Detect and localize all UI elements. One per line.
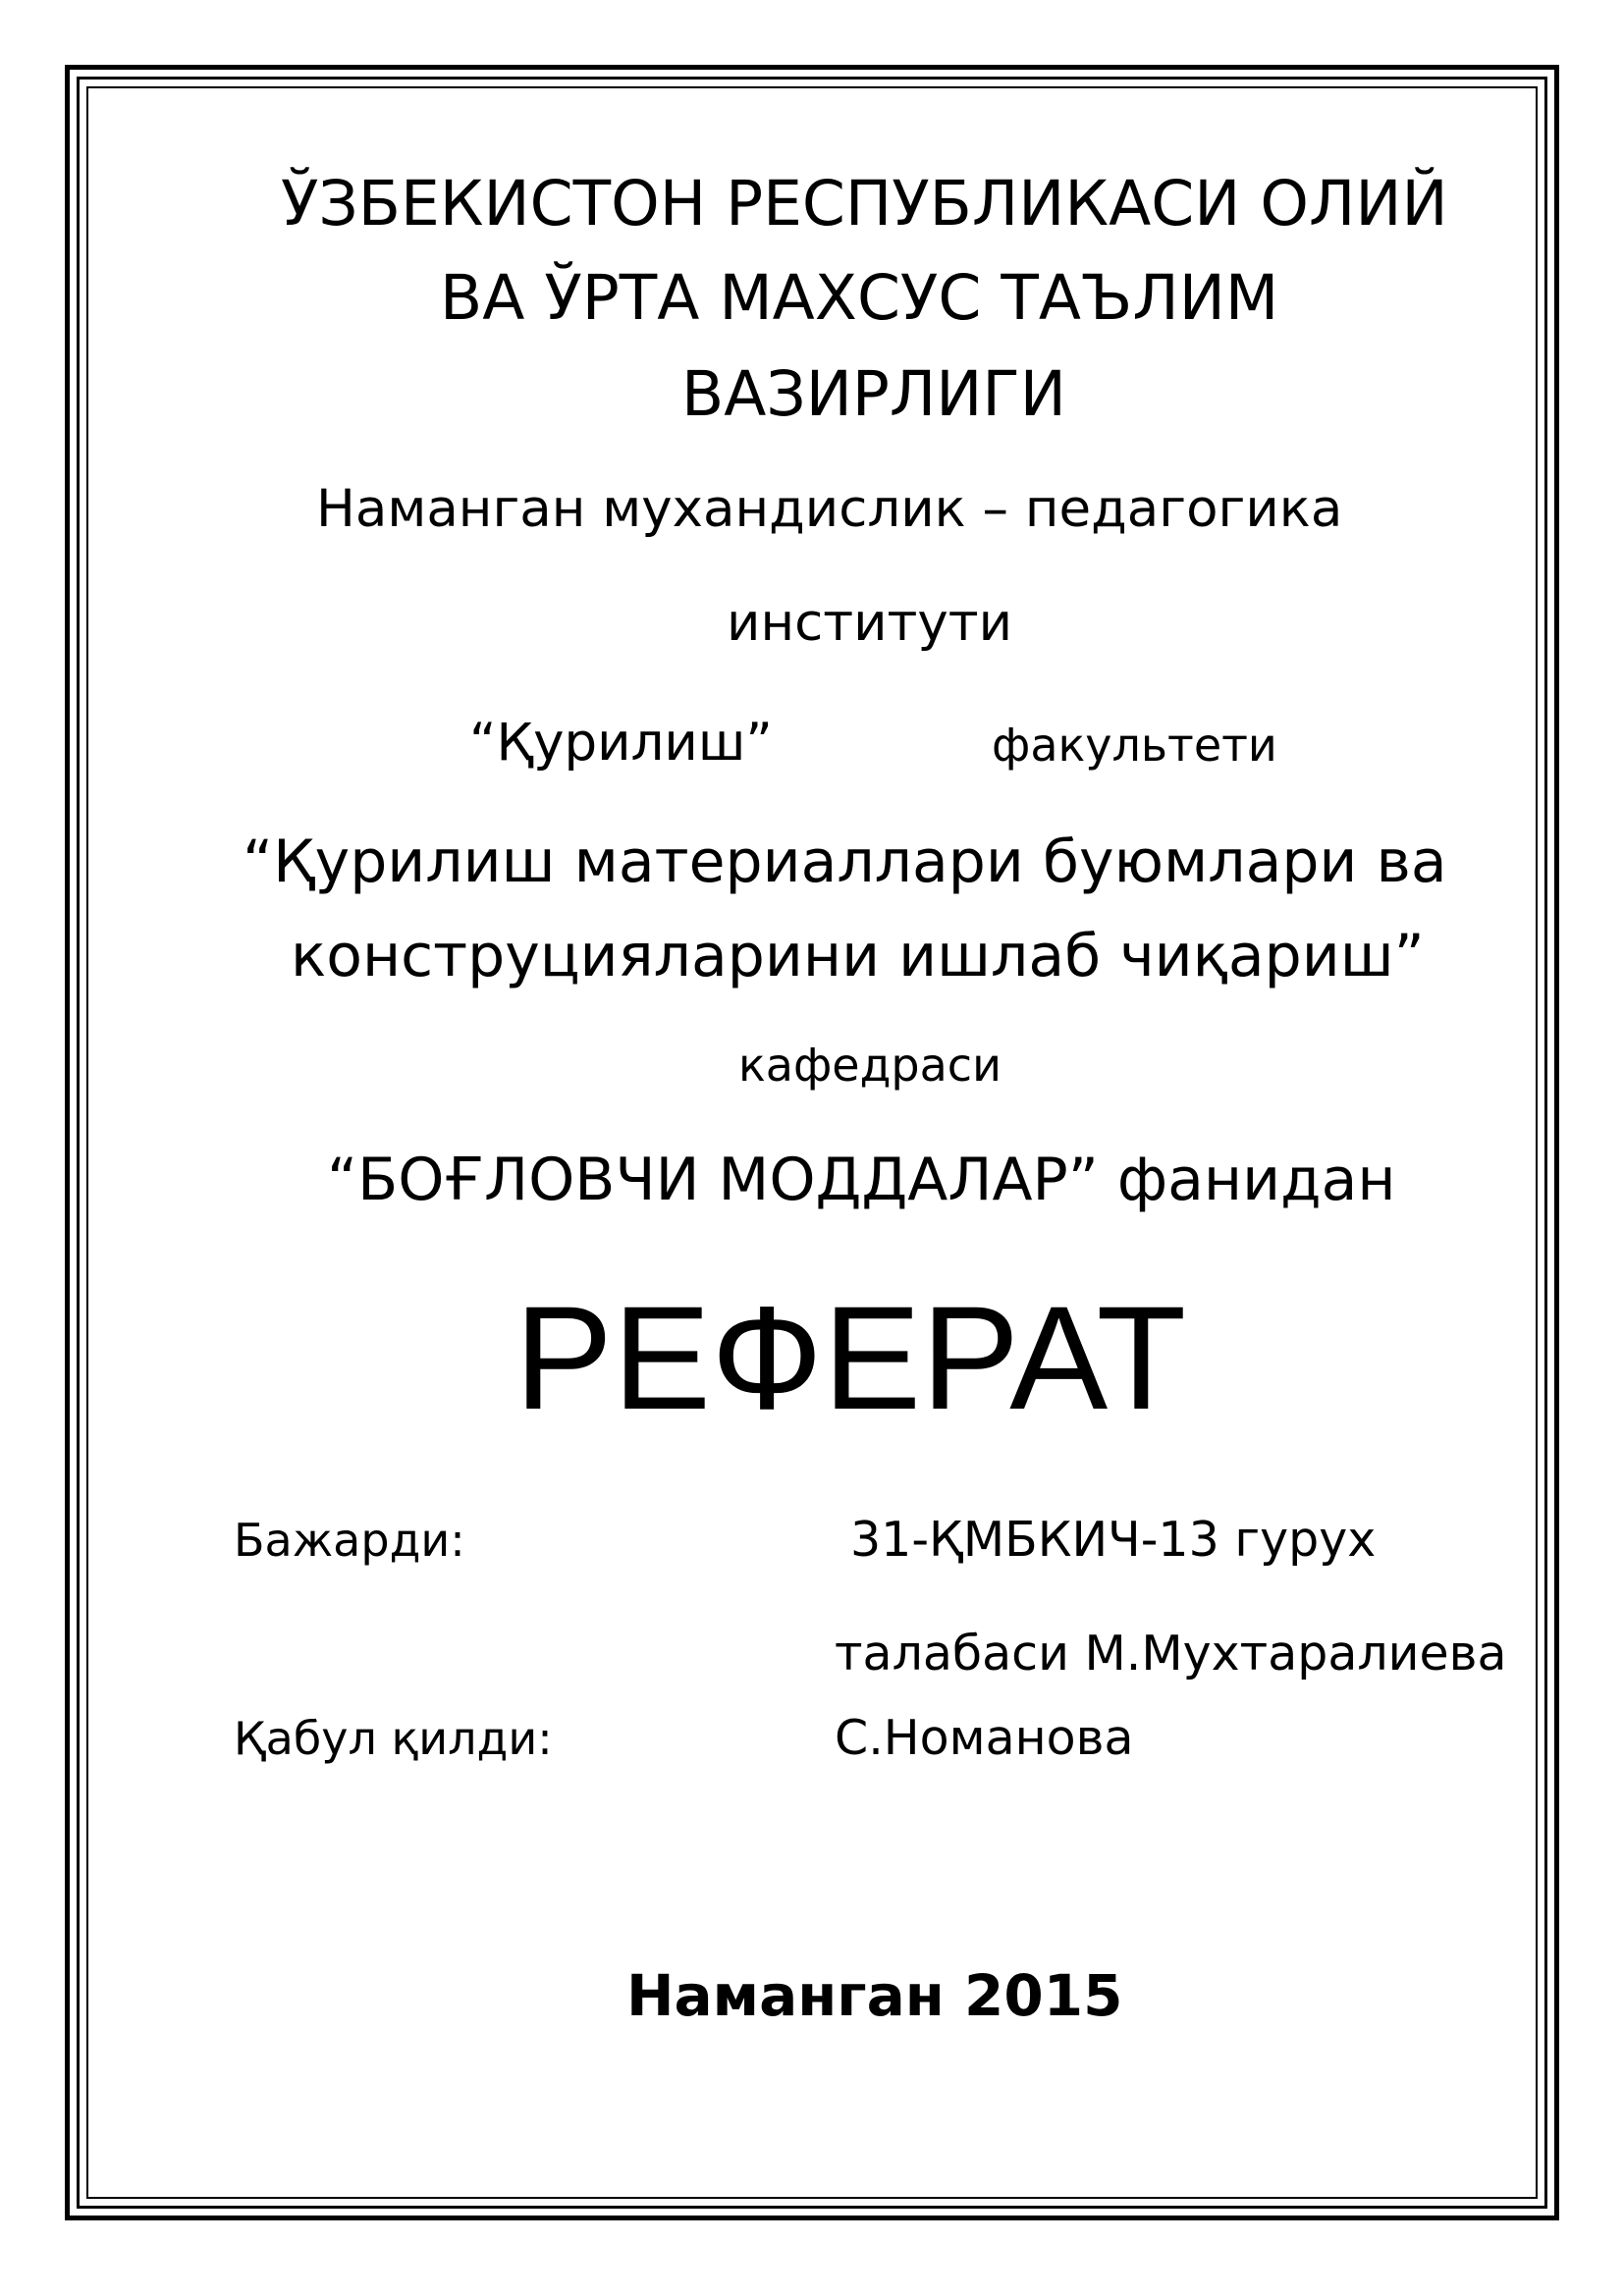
teacher-name: С.Номанова — [835, 1710, 1134, 1766]
institute-name-line-2: институти — [727, 593, 1013, 653]
institute-name-line-1: Наманган мухандислик – педагогика — [316, 479, 1343, 539]
performed-by-label: Бажарди: — [234, 1514, 465, 1567]
student-name: талабаси М.Мухтаралиева — [835, 1626, 1507, 1682]
department-word: кафедраси — [738, 1039, 1001, 1092]
ministry-title-line-2: ВА ЎРТА МАХСУС ТАЪЛИМ — [440, 262, 1279, 334]
department-name-line-2: конструцияларини ишлаб чиқариш” — [291, 922, 1425, 990]
faculty-name: “Қурилиш” — [469, 713, 773, 773]
subject-line: “БОҒЛОВЧИ МОДДАЛАР” фанидан — [327, 1146, 1396, 1214]
accepted-by-label: Қабул қилди: — [234, 1712, 553, 1765]
document-title: РЕФЕРАТ — [514, 1275, 1187, 1440]
ministry-title-line-3: ВАЗИРЛИГИ — [681, 358, 1066, 430]
department-name-line-1: “Қурилиш материаллари буюмлари ва — [243, 828, 1447, 896]
ministry-title-line-1: ЎЗБЕКИСТОН РЕСПУБЛИКАСИ ОЛИЙ — [281, 168, 1448, 240]
city-and-year: Наманган 2015 — [626, 1962, 1123, 2029]
student-group: 31-ҚМБКИЧ-13 гурух — [850, 1512, 1377, 1568]
faculty-word: факультети — [992, 719, 1277, 772]
